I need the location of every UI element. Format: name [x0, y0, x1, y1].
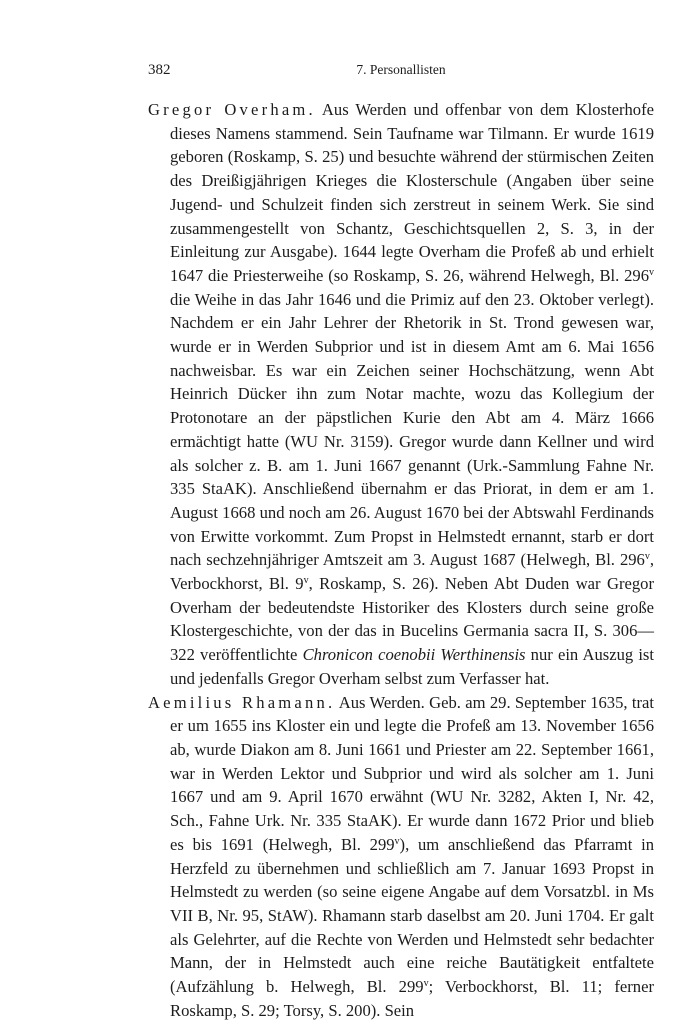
entry-text: Aus Werden und offenbar von dem Klosterhofe dieses Namens stammend. Sein Taufname war Tilmann. Er wurde 1619 geboren (Roskamp, S. 25) und besuchte während der stürmischen Zeiten des Dreißigjährigen Krieges die Klosterschule (Angaben über seine Jugend- und Schulzeit finden sich zerstreut in seinem Werk. Sie sind zusammengestellt von Schantz, Geschichtsquellen 2, S. 3, in der Einleitung zur Ausgabe). 1644 legte Overham die Profeß ab und erhielt 1647 die Priesterweihe (so Roskamp, S. 26, während Helwegh, Bl. 296: [170, 100, 654, 285]
verso-mark: v: [394, 835, 400, 847]
verso-mark: v: [644, 551, 650, 563]
work-title: Chronicon coenobii Werthinensis: [302, 645, 526, 665]
entry-text: ; Verbockhorst, Bl. 11; ferner Roskamp, S. 29; Torsy, S. 200). Sein: [170, 977, 654, 1020]
page-header: [148, 62, 654, 84]
page-number: 382: [148, 62, 171, 78]
running-head: 7. Personallisten: [356, 62, 446, 77]
entry-text: die Weihe in das Jahr 1646 und die Primiz auf den 23. Oktober verlegt). Nachdem er ein Jahr Lehrer der Rhetorik in St. Trond gewesen war, wurde er in Werden Subprior und ist in diesem Amt am 6. Mai 1656 nachweisbar. Es war ein Zeichen seiner Hochschätzung, wenn Abt Heinrich Dücker ihn zum Notar machte, wozu das Kollegium der Protonotare an der päpstlichen Kurie den Abt am 4. März 1666 ermächtigt hatte (WU Nr. 3159). Gregor wurde dann Kellner und wird als solcher z. B. am 1. Juni 1667 genannt (Urk.-Sammlung Fahne Nr. 335 StaAK). Anschließend übernahm er das Priorat, in dem er am 1. August 1668 und noch am 26. August 1670 bei der Abtswahl Ferdinands von Erwitte vorkommt. Zum Propst in Helmstedt ernannt, starb er dort nach sechzehnjähriger Amtszeit am 3. August 1687 (Helwegh, Bl. 296: [170, 289, 654, 570]
entry-text: , Roskamp, S. 26). Neben Abt Duden war Gregor Overham der bedeutendste Historiker des Klosters durch seine große Klostergeschichte, von der das in Bucelins Germania sacra II, S. 306—322 veröffentlichte: [170, 574, 654, 665]
entry-text: nur ein Auszug ist und jedenfalls Gregor Overham selbst zum Verfasser hat.: [170, 645, 654, 688]
entry-name: Gregor Overham.: [148, 100, 316, 119]
entry-name: Aemilius Rhamann.: [148, 692, 336, 712]
verso-mark: v: [649, 266, 654, 278]
verso-mark: v: [423, 978, 429, 990]
page-body: [148, 98, 654, 1022]
entry-text: ), um anschließend das Pfarramt in Herzfeld zu übernehmen und schließlich am 7. Januar 1693 Propst in Helmstedt zu werden (so seine eigene Angabe auf dem Vorsatzbl. in Ms VII B, Nr. 95, StAW). Rhamann starb daselbst am 20. Juni 1704. Er galt als Gelehrter, auf die Rechte von Werden und Helmstedt sehr bedachter Mann, der in Helmstedt auch eine reiche Bautätigkeit entfaltete (Aufzählung b. Helwegh, Bl. 299: [170, 834, 654, 997]
verso-mark: v: [303, 575, 309, 587]
entry-text: Aus Werden. Geb. am 29. September 1635, trat er um 1655 ins Kloster ein und legte die Profeß am 13. November 1656 ab, wurde Diakon am 8. Juni 1661 und Priester am 22. September 1661, war in Werden Lektor und Subprior und wird als solcher am 1. Juni 1667 und am 9. April 1670 erwähnt (WU Nr. 3282, Akten I, Nr. 42, Sch., Fahne Urk. Nr. 335 StaAK). Er wurde dann 1672 Prior und blieb es bis 1691 (Helwegh, Bl. 299: [170, 692, 654, 854]
entry-gregor-overham: [148, 98, 654, 691]
entry-aemilius-rhamann: [148, 691, 654, 1023]
entry-text: , Verbockhorst, Bl. 9: [170, 550, 654, 594]
